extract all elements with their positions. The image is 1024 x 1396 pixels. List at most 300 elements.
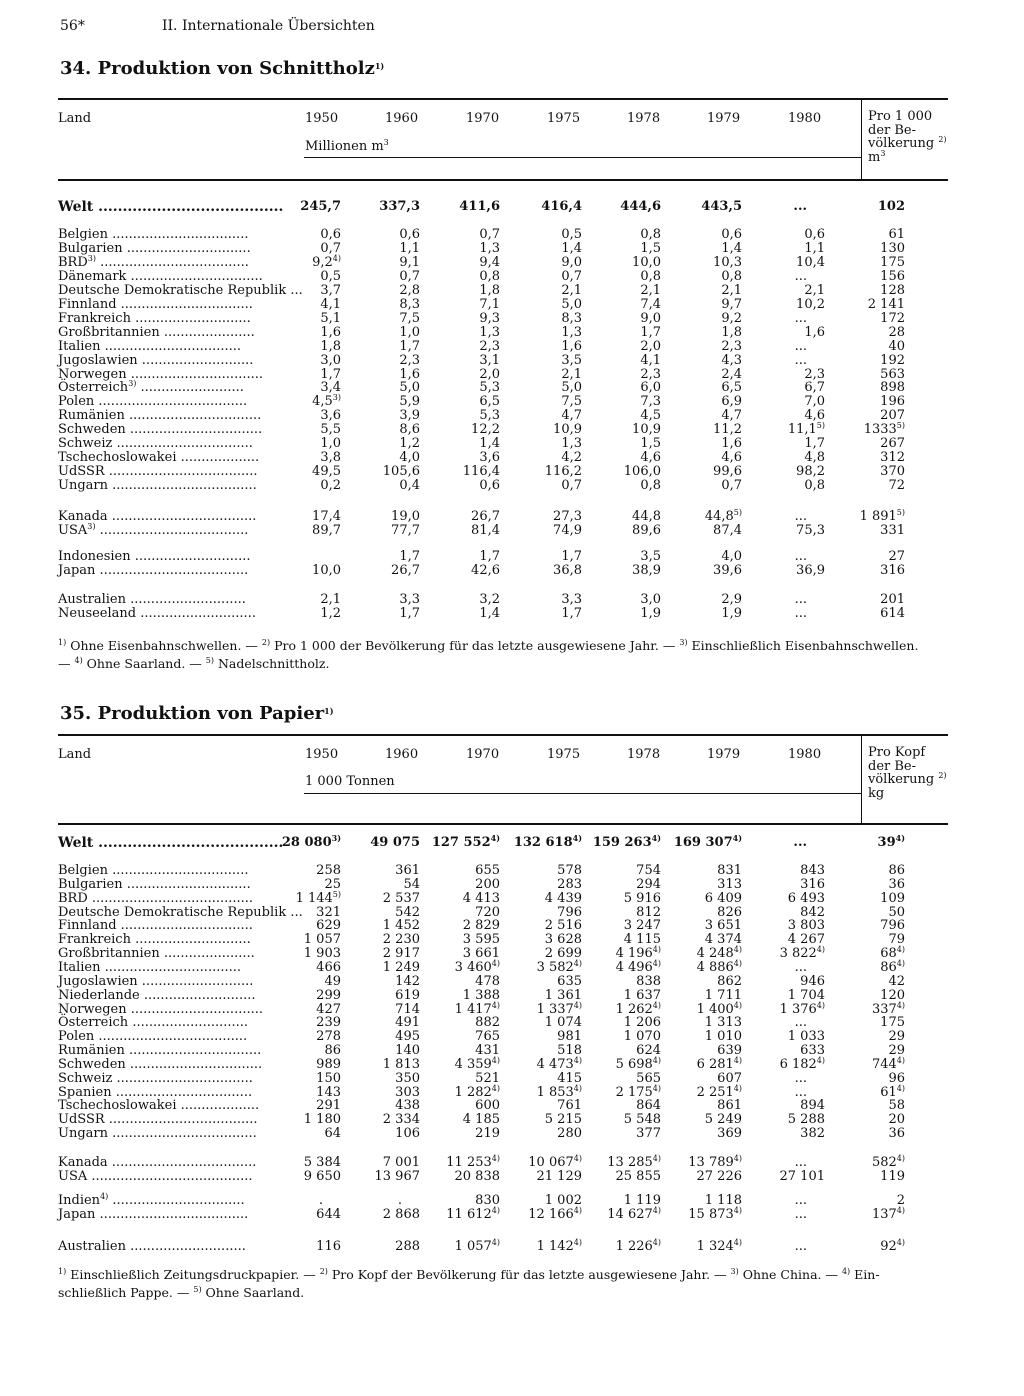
table-cell: 89,6	[632, 522, 661, 538]
table-cell: 1 262$^{4)}$	[615, 1000, 661, 1017]
column-header-year: 1950	[305, 747, 339, 762]
table-cell: 369	[717, 1126, 742, 1142]
row-label: Deutsche Demokratische Republik ...	[58, 904, 303, 920]
table-cell: 106,0	[623, 464, 661, 480]
table-cell: 826	[717, 904, 742, 920]
rule-top	[58, 98, 948, 100]
table-cell: 0,7	[399, 268, 420, 284]
table-cell: 3,3	[561, 592, 582, 607]
table-cell: 4,1	[320, 296, 341, 312]
table-cell: 1 400$^{4)}$	[696, 1000, 742, 1017]
row-label: Österreich ............................	[58, 1015, 249, 1031]
footnote: — $^{4)}$ Ohne Saarland. — $^{5)}$ Nadelschnittholz.	[58, 656, 330, 671]
table-cell: 1,6	[721, 436, 742, 452]
table-cell: 3 628	[544, 932, 582, 948]
table-cell: 1 711	[704, 987, 742, 1003]
row-label: Spanien .................................	[58, 1084, 253, 1100]
table-cell: 27	[888, 549, 905, 564]
table-cell: 3,5	[640, 549, 661, 564]
table-cell: 0,2	[320, 478, 341, 494]
table-cell: 830	[475, 1193, 500, 1208]
row-label: Großbritannien ......................	[58, 946, 255, 962]
column-header-per-capita: völkerung $^{2)}$	[868, 771, 947, 787]
table-cell: 3,0	[640, 592, 661, 607]
table-cell: 74,9	[553, 522, 582, 538]
table-cell: 1,0	[399, 324, 420, 340]
table-cell: 116,2	[544, 464, 582, 480]
table-cell: 1 853$^{4)}$	[536, 1083, 582, 1100]
table-cell: 1 206	[623, 1015, 661, 1031]
table-cell: 109	[880, 890, 905, 906]
row-label: Italien .................................	[58, 338, 241, 354]
table-cell: 9,4	[479, 254, 500, 270]
table-cell: 313	[717, 876, 742, 892]
column-header-land: Land	[58, 747, 92, 762]
table-cell: 861	[717, 1098, 742, 1114]
table-cell: 635	[557, 973, 582, 989]
table-cell: 10,3	[713, 254, 742, 270]
table-cell: 316	[880, 562, 905, 578]
table-cell: 765	[475, 1029, 500, 1045]
table-cell: 382	[800, 1126, 825, 1142]
table-cell: 11 612$^{4)}$	[446, 1205, 500, 1222]
table-cell: 0,6	[721, 227, 742, 242]
row-label: Ungarn ...................................	[58, 478, 257, 494]
table-cell: 1 324$^{4)}$	[696, 1238, 742, 1254]
table-cell: 312	[880, 450, 905, 466]
row-label: Bulgarien ..............................	[58, 876, 251, 892]
table-cell: 87,4	[713, 522, 742, 538]
table-cell: 1,7	[804, 436, 825, 452]
table-cell: 0,8	[640, 227, 661, 242]
table-cell: 1,2	[399, 436, 420, 452]
table-cell: 2 516	[544, 918, 582, 934]
table-cell: 6,5	[479, 394, 500, 410]
table-cell: 1 376$^{4)}$	[779, 1000, 825, 1017]
table-cell: 3,4	[320, 380, 341, 396]
table-cell: 278	[316, 1029, 341, 1045]
table-cell: 9,3	[479, 310, 500, 326]
table-cell: 3,2	[479, 592, 500, 607]
table-cell: 0,7	[320, 240, 341, 256]
table-cell: 1,8	[721, 324, 742, 340]
table-cell: 720	[475, 904, 500, 920]
table-cell: 6,0	[640, 380, 661, 396]
table-cell: 629	[316, 918, 341, 934]
table-cell: 89,7	[312, 522, 341, 538]
table-cell: 38,9	[632, 562, 661, 578]
table-cell: 7,4	[640, 296, 661, 312]
table-cell: 1 813	[382, 1056, 420, 1072]
table-cell: 8,3	[561, 310, 582, 326]
table-cell: 128	[880, 282, 905, 298]
table-cell: 219	[475, 1126, 500, 1142]
table-cell: 4 439	[544, 890, 582, 906]
table-cell: 415	[557, 1070, 582, 1086]
table-cell: 6,7	[804, 380, 825, 396]
table-cell: 796	[880, 918, 905, 934]
table-cell: 21 129	[536, 1168, 582, 1184]
row-label: Welt ......................................	[58, 199, 284, 215]
table-cell: .	[318, 1193, 323, 1208]
table-cell: 1,7	[561, 549, 582, 564]
table-cell: 7 001	[382, 1155, 420, 1170]
table-cell: 838	[636, 973, 661, 989]
table-cell: 2,3	[640, 366, 661, 382]
table-cell: 9,0	[561, 254, 582, 270]
column-header-year: 1980	[788, 111, 822, 126]
rule-top	[58, 734, 948, 736]
column-header-year: 1950	[305, 111, 339, 126]
table-cell: 116	[316, 1239, 341, 1254]
table-cell: 2 251$^{4)}$	[696, 1083, 742, 1100]
table-cell: 1,7	[399, 605, 420, 621]
table-cell: 600	[475, 1098, 500, 1114]
table-cell: 40	[888, 338, 905, 354]
row-label: Österreich$^{3)}$ .........................	[58, 379, 244, 396]
table-cell: 2 917	[382, 946, 420, 962]
table-cell: 894	[800, 1098, 825, 1114]
table-cell: 294	[636, 876, 661, 892]
footnote: $^{1)}$ Einschließlich Zeitungsdruckpapier. — $^{2)}$ Pro Kopf der Bevölkerung für das letzte ausgewiesene Jahr. — $^{3)}$ Ohne China. — $^{4)}$ Ein-	[58, 1267, 880, 1282]
table-cell: 3,9	[399, 408, 420, 424]
table-cell: 624	[636, 1043, 661, 1059]
table-cell: 12 166$^{4)}$	[528, 1205, 582, 1222]
row-label: Finnland ................................	[58, 296, 253, 312]
table-cell: 5 288	[787, 1112, 825, 1128]
table-cell: 75,3	[796, 522, 825, 538]
table-cell: 0,8	[804, 478, 825, 494]
table-cell: 280	[557, 1126, 582, 1142]
table-cell: 2,1	[640, 282, 661, 298]
table-cell: ...	[794, 352, 807, 368]
table-cell: 7,0	[804, 394, 825, 410]
table-title: 34. Produktion von Schnittholz$^{1)}$	[60, 58, 385, 79]
table-cell: 1 361	[544, 987, 582, 1003]
table-cell: 478	[475, 973, 500, 989]
column-header-per-capita: der Be-	[868, 758, 917, 774]
table-cell: 1,6	[804, 324, 825, 340]
row-label: Tschechoslowakei ...................	[58, 450, 260, 466]
table-cell: 714	[395, 1001, 420, 1017]
table-cell: 1 891$^{5)}$	[859, 508, 905, 524]
table-cell: 36	[888, 876, 905, 892]
table-cell: 9,7	[721, 296, 742, 312]
table-cell: 882	[475, 1015, 500, 1031]
table-cell: 1 704	[787, 987, 825, 1003]
table-cell: 431	[475, 1043, 500, 1059]
table-cell: 49	[324, 973, 341, 989]
row-label: Australien ............................	[58, 1239, 246, 1254]
table-cell: 1 637	[623, 987, 661, 1003]
table-cell: 6,5	[721, 380, 742, 396]
table-cell: 1 010	[704, 1029, 742, 1045]
table-cell: 291	[316, 1098, 341, 1114]
table-cell: 10,4	[796, 254, 825, 270]
table-cell: 614	[880, 605, 905, 621]
table-cell: 4,7	[561, 408, 582, 424]
column-header-per-capita: der Be-	[868, 122, 917, 138]
table-cell: 14 627$^{4)}$	[607, 1205, 661, 1222]
table-cell: 50	[888, 904, 905, 920]
table-cell: 989	[316, 1056, 341, 1072]
table-cell: 7,1	[479, 296, 500, 312]
table-cell: 15 873$^{4)}$	[688, 1205, 742, 1222]
table-cell: 582$^{4)}$	[871, 1154, 905, 1170]
table-cell: 5,0	[561, 296, 582, 312]
row-label: Welt ......................................	[58, 835, 284, 851]
table-cell: 49 075	[370, 835, 420, 850]
table-cell: 2 829	[462, 918, 500, 934]
table-cell: 68$^{4)}$	[880, 945, 905, 962]
row-label: Deutsche Demokratische Republik ...	[58, 282, 303, 298]
table-cell: 1 119	[623, 1193, 661, 1208]
table-cell: 3 460$^{4)}$	[454, 958, 500, 975]
table-cell: 2 699	[544, 946, 582, 962]
table-cell: 0,8	[640, 268, 661, 284]
row-label: Polen ....................................	[58, 394, 248, 410]
table-cell: 443,5	[701, 199, 742, 214]
table-cell: 1 180	[303, 1112, 341, 1128]
rule-vertical	[861, 100, 862, 179]
table-cell: 4,3	[721, 352, 742, 368]
table-cell: 4,8	[804, 450, 825, 466]
table-cell: 1,8	[320, 338, 341, 354]
table-cell: 1 002	[544, 1193, 582, 1208]
table-cell: 9,2	[721, 310, 742, 326]
row-label: Tschechoslowakei ...................	[58, 1098, 260, 1114]
table-cell: 4,7	[721, 408, 742, 424]
table-cell: 239	[316, 1015, 341, 1031]
column-header-year: 1970	[466, 747, 500, 762]
table-cell: 5,0	[399, 380, 420, 396]
table-cell: 2 868	[382, 1206, 420, 1222]
page-number: 56*	[60, 18, 85, 34]
table-cell: 1,5	[640, 240, 661, 256]
table-cell: 1,7	[561, 605, 582, 621]
table-cell: 4 496$^{4)}$	[615, 958, 661, 975]
table-cell: 831	[717, 863, 742, 878]
table-cell: ...	[794, 1070, 807, 1086]
column-header-per-capita: völkerung $^{2)}$	[868, 135, 947, 151]
row-label: Norwegen ................................	[58, 1001, 263, 1017]
table-cell: 0,8	[640, 478, 661, 494]
table-cell: 1,7	[399, 549, 420, 564]
chapter-title: II. Internationale Übersichten	[162, 18, 375, 34]
column-header-year: 1975	[547, 747, 581, 762]
table-cell: 44,8$^{5)}$	[704, 508, 742, 524]
table-cell: 169 307$^{4)}$	[673, 833, 742, 850]
table-cell: 1 903	[303, 946, 341, 962]
table-cell: 0,4	[399, 478, 420, 494]
table-cell: 5,0	[561, 380, 582, 396]
table-cell: 1 118	[704, 1193, 742, 1208]
column-header-year: 1960	[385, 111, 419, 126]
table-cell: 4 115	[623, 932, 661, 948]
table-cell: 49,5	[312, 464, 341, 480]
table-cell: 137$^{4)}$	[871, 1205, 905, 1222]
table-cell: 2,4	[721, 366, 742, 382]
rule-header-bottom	[58, 823, 948, 825]
table-cell: 5,9	[399, 394, 420, 410]
table-cell: 119	[880, 1168, 905, 1184]
row-label: Italien .................................	[58, 959, 241, 975]
column-header-land: Land	[58, 111, 92, 126]
row-label: Schweden ................................	[58, 1056, 263, 1072]
table-cell: 3,8	[320, 450, 341, 466]
table-cell: 862	[717, 973, 742, 989]
table-cell: 140	[395, 1043, 420, 1059]
row-label: Belgien .................................	[58, 227, 249, 242]
table-cell: 36,8	[553, 562, 582, 578]
row-label: UdSSR ....................................	[58, 1112, 258, 1128]
table-cell: 639	[717, 1043, 742, 1059]
table-cell: 8,6	[399, 422, 420, 438]
table-cell: 411,6	[459, 199, 500, 214]
table-cell: 1,5	[640, 436, 661, 452]
row-label: Japan ....................................	[58, 1206, 249, 1222]
table-cell: 4,5$^{3)}$	[312, 393, 341, 410]
table-cell: 633	[800, 1043, 825, 1059]
table-cell: 2,1	[561, 366, 582, 382]
table-cell: ...	[794, 1084, 807, 1100]
table-cell: 843	[800, 863, 825, 878]
table-cell: 2,1	[804, 282, 825, 298]
table-cell: 4 267	[787, 932, 825, 948]
table-cell: 207	[880, 408, 905, 424]
table-cell: 105,6	[382, 464, 420, 480]
table-cell: 9,1	[399, 254, 420, 270]
table-cell: 1 249	[382, 959, 420, 975]
table-cell: 0,8	[479, 268, 500, 284]
table-cell: 542	[395, 904, 420, 920]
table-cell: 20	[888, 1112, 905, 1128]
table-cell: 303	[395, 1084, 420, 1100]
table-cell: 2,1	[320, 592, 341, 607]
table-cell: .	[397, 1193, 402, 1208]
table-cell: 175	[880, 1015, 905, 1031]
table-cell: 3 803	[787, 918, 825, 934]
row-label: Frankreich ............................	[58, 932, 251, 948]
table-cell: 5 384	[303, 1155, 341, 1170]
table-cell: 796	[557, 904, 582, 920]
table-cell: 10,2	[796, 296, 825, 312]
table-cell: 9,0	[640, 310, 661, 326]
table-cell: 11,1$^{5)}$	[787, 421, 825, 438]
row-label: Indien$^{4)}$ ................................	[58, 1192, 245, 1208]
table-cell: 2 537	[382, 890, 420, 906]
table-cell: 0,5	[320, 268, 341, 284]
column-header-year: 1979	[707, 747, 741, 762]
table-cell: ...	[794, 1193, 807, 1208]
row-label: Rumänien ................................	[58, 1043, 262, 1059]
table-cell: 2,1	[721, 282, 742, 298]
table-cell: 10,0	[312, 562, 341, 578]
table-cell: 42,6	[471, 562, 500, 578]
table-cell: 1,7	[320, 366, 341, 382]
table-cell: 1 226$^{4)}$	[615, 1238, 661, 1254]
table-cell: 258	[316, 863, 341, 878]
table-cell: 9,2$^{4)}$	[312, 253, 341, 270]
table-cell: 1,4	[721, 240, 742, 256]
table-cell: 17,4	[312, 509, 341, 524]
table-cell: 143	[316, 1084, 341, 1100]
table-cell: 1,6	[399, 366, 420, 382]
table-cell: 7,3	[640, 394, 661, 410]
table-cell: 3,6	[320, 408, 341, 424]
table-cell: 1,9	[721, 605, 742, 621]
column-header-per-capita: kg	[868, 785, 885, 801]
row-label: Neuseeland ............................	[58, 605, 256, 621]
table-cell: 331	[880, 522, 905, 538]
table-cell: 283	[557, 876, 582, 892]
table-cell: 2,8	[399, 282, 420, 298]
table-cell: 29	[888, 1029, 905, 1045]
table-cell: 19,0	[391, 509, 420, 524]
row-label: Indonesien ............................	[58, 549, 251, 564]
column-header-year: 1980	[788, 747, 822, 762]
table-cell: 72	[888, 478, 905, 494]
table-cell: 3 247	[623, 918, 661, 934]
row-label: Niederlande ...........................	[58, 987, 256, 1003]
table-cell: 377	[636, 1126, 661, 1142]
row-label: Norwegen ................................	[58, 366, 263, 382]
table-cell: ...	[794, 509, 807, 524]
table-cell: 2 230	[382, 932, 420, 948]
row-label: Finnland ................................	[58, 918, 253, 934]
table-cell: 370	[880, 464, 905, 480]
table-cell: 427	[316, 1001, 341, 1017]
table-cell: 10,0	[632, 254, 661, 270]
table-cell: 3,6	[479, 450, 500, 466]
row-label: Belgien .................................	[58, 863, 249, 878]
rule-vertical	[861, 736, 862, 823]
table-cell: 1 142$^{4)}$	[536, 1238, 582, 1254]
row-label: Jugoslawien ...........................	[58, 352, 254, 368]
table-cell: 321	[316, 904, 341, 920]
row-label: Polen ....................................	[58, 1029, 248, 1045]
table-cell: 10,9	[632, 422, 661, 438]
table-cell: 86$^{4)}$	[880, 958, 905, 975]
table-cell: 3 651	[704, 918, 742, 934]
table-cell: 5 698$^{4)}$	[615, 1055, 661, 1072]
table-cell: 563	[880, 366, 905, 382]
table-cell: 39,6	[713, 562, 742, 578]
table-cell: ...	[794, 592, 807, 607]
table-cell: 1,4	[479, 436, 500, 452]
table-cell: 299	[316, 987, 341, 1003]
table-cell: 754	[636, 863, 661, 878]
table-cell: 116,4	[462, 464, 500, 480]
table-cell: 495	[395, 1029, 420, 1045]
table-cell: 27 101	[779, 1168, 825, 1184]
table-cell: 4 473$^{4)}$	[536, 1055, 582, 1072]
table-cell: 644	[316, 1206, 341, 1222]
table-cell: 1 144$^{5)}$	[295, 889, 341, 906]
table-cell: 946	[800, 973, 825, 989]
table-cell: ...	[793, 835, 807, 850]
table-cell: 58	[888, 1098, 905, 1114]
table-cell: 20 838	[454, 1168, 500, 1184]
table-cell: 3 661	[462, 946, 500, 962]
table-cell: 120	[880, 987, 905, 1003]
table-cell: 3,5	[561, 352, 582, 368]
table-cell: 0,6	[804, 227, 825, 242]
column-header-year: 1960	[385, 747, 419, 762]
table-cell: 1,8	[479, 282, 500, 298]
table-cell: 6,9	[721, 394, 742, 410]
table-cell: 0,7	[479, 227, 500, 242]
